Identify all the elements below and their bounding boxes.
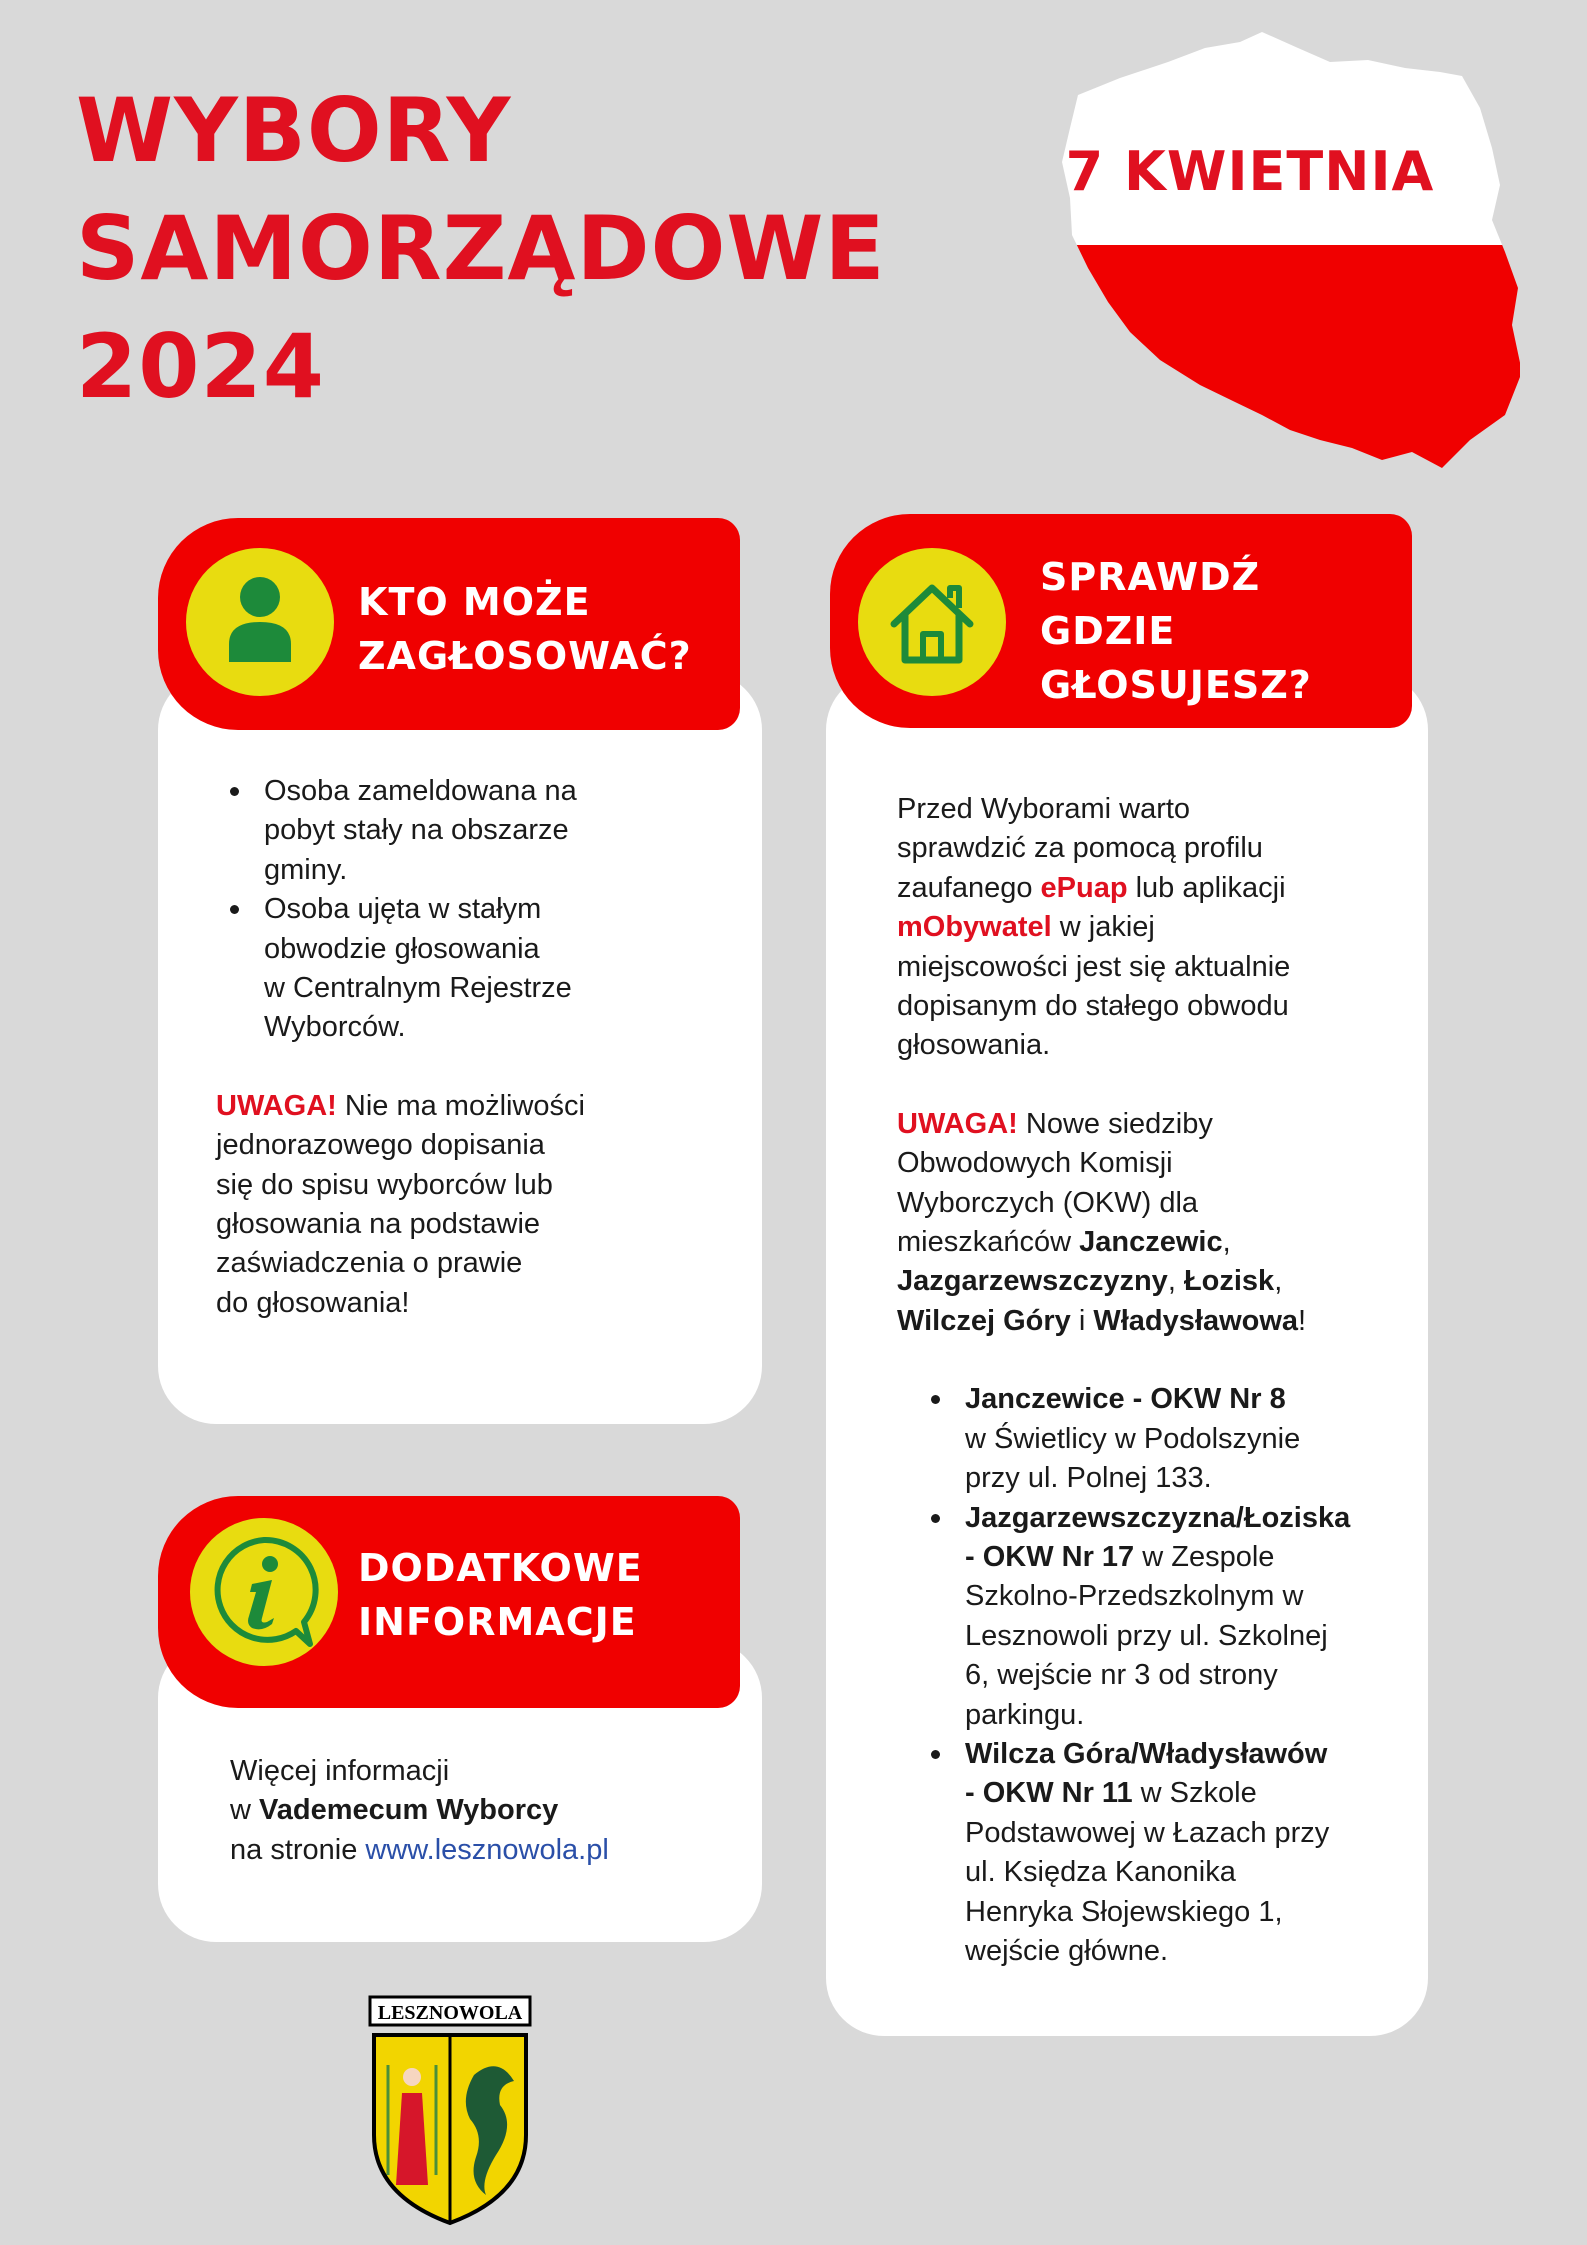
list-item: Janczewice - OKW Nr 8 w Świetlicy w Podolszynie przy ul. Polnej 133. xyxy=(917,1380,1397,1498)
house-icon xyxy=(858,548,1006,696)
epuap-label: ePuap xyxy=(1040,871,1128,904)
title-line-3: 2024 xyxy=(76,315,325,418)
title-line-1: WYBORY xyxy=(76,79,512,182)
crest-label: LESZNOWOLA xyxy=(377,2002,523,2024)
website-link[interactable]: www.lesznowola.pl xyxy=(365,1833,609,1866)
who-can-vote-body xyxy=(216,772,736,1323)
title-line-2: SAMORZĄDOWE xyxy=(76,197,886,300)
poland-flag-map-icon xyxy=(1000,20,1520,490)
mobywatel-label: mObywatel xyxy=(897,911,1052,944)
info-speech-icon xyxy=(190,1518,338,1666)
warning-label: UWAGA! xyxy=(216,1089,337,1122)
where-to-vote-title: SPRAWDŹ GDZIE GŁOSUJESZ? xyxy=(1040,555,1312,707)
list-item: Osoba ujęta w stałym obwodzie głosowania w Centralnym Rejestrze Wyborców. xyxy=(216,890,736,1048)
where-intro: Przed Wyborami warto sprawdzić za pomocą profilu zaufanego ePuap lub aplikacji mObywatel w jakiej miejscowości jest się aktualnie dopisanym do stałego obwodu głosowania. xyxy=(897,793,1291,1062)
where-to-vote-body xyxy=(897,790,1397,1971)
warning-label: UWAGA! xyxy=(897,1107,1018,1140)
list-item: Jazgarzewszczyzna/Łoziska - OKW Nr 17 w Zespole Szkolno-Przedszkolnym w Lesznowoli przy ul. Szkolnej 6, wejście nr 3 od strony parkingu. xyxy=(917,1499,1397,1735)
who-warning: UWAGA! Nie ma możliwości jednorazowego dopisania się do spisu wyborców lub głosowania na podstawie zaświadczenia o prawie do głosowania! xyxy=(216,1089,585,1319)
additional-info-title: DODATKOWE INFORMACJE xyxy=(358,1546,643,1644)
additional-info-body: Więcej informacji w Vademecum Wyborcy na stronie www.lesznowola.pl xyxy=(230,1755,609,1866)
list-item: Wilcza Góra/Władysławów - OKW Nr 11 w Szkole Podstawowej w Łazach przy ul. Księdza Kanonika Henryka Słojewskiego 1, wejście główne. xyxy=(917,1735,1397,1971)
coat-of-arms-icon xyxy=(368,1995,532,2227)
where-warning: UWAGA! Nowe siedziby Obwodowych Komisji Wyborczych (OKW) dla mieszkańców Janczewic, Jazgarzewszczyzny, Łozisk, Wilczej Góry i Władysławowa! xyxy=(897,1107,1307,1337)
election-date: 7 KWIETNIA xyxy=(1065,140,1435,203)
list-item: Osoba zameldowana na pobyt stały na obszarze gminy. xyxy=(216,772,736,890)
who-can-vote-title: KTO MOŻE ZAGŁOSOWAĆ? xyxy=(358,580,692,678)
page-title xyxy=(76,72,886,426)
person-icon xyxy=(186,548,334,696)
